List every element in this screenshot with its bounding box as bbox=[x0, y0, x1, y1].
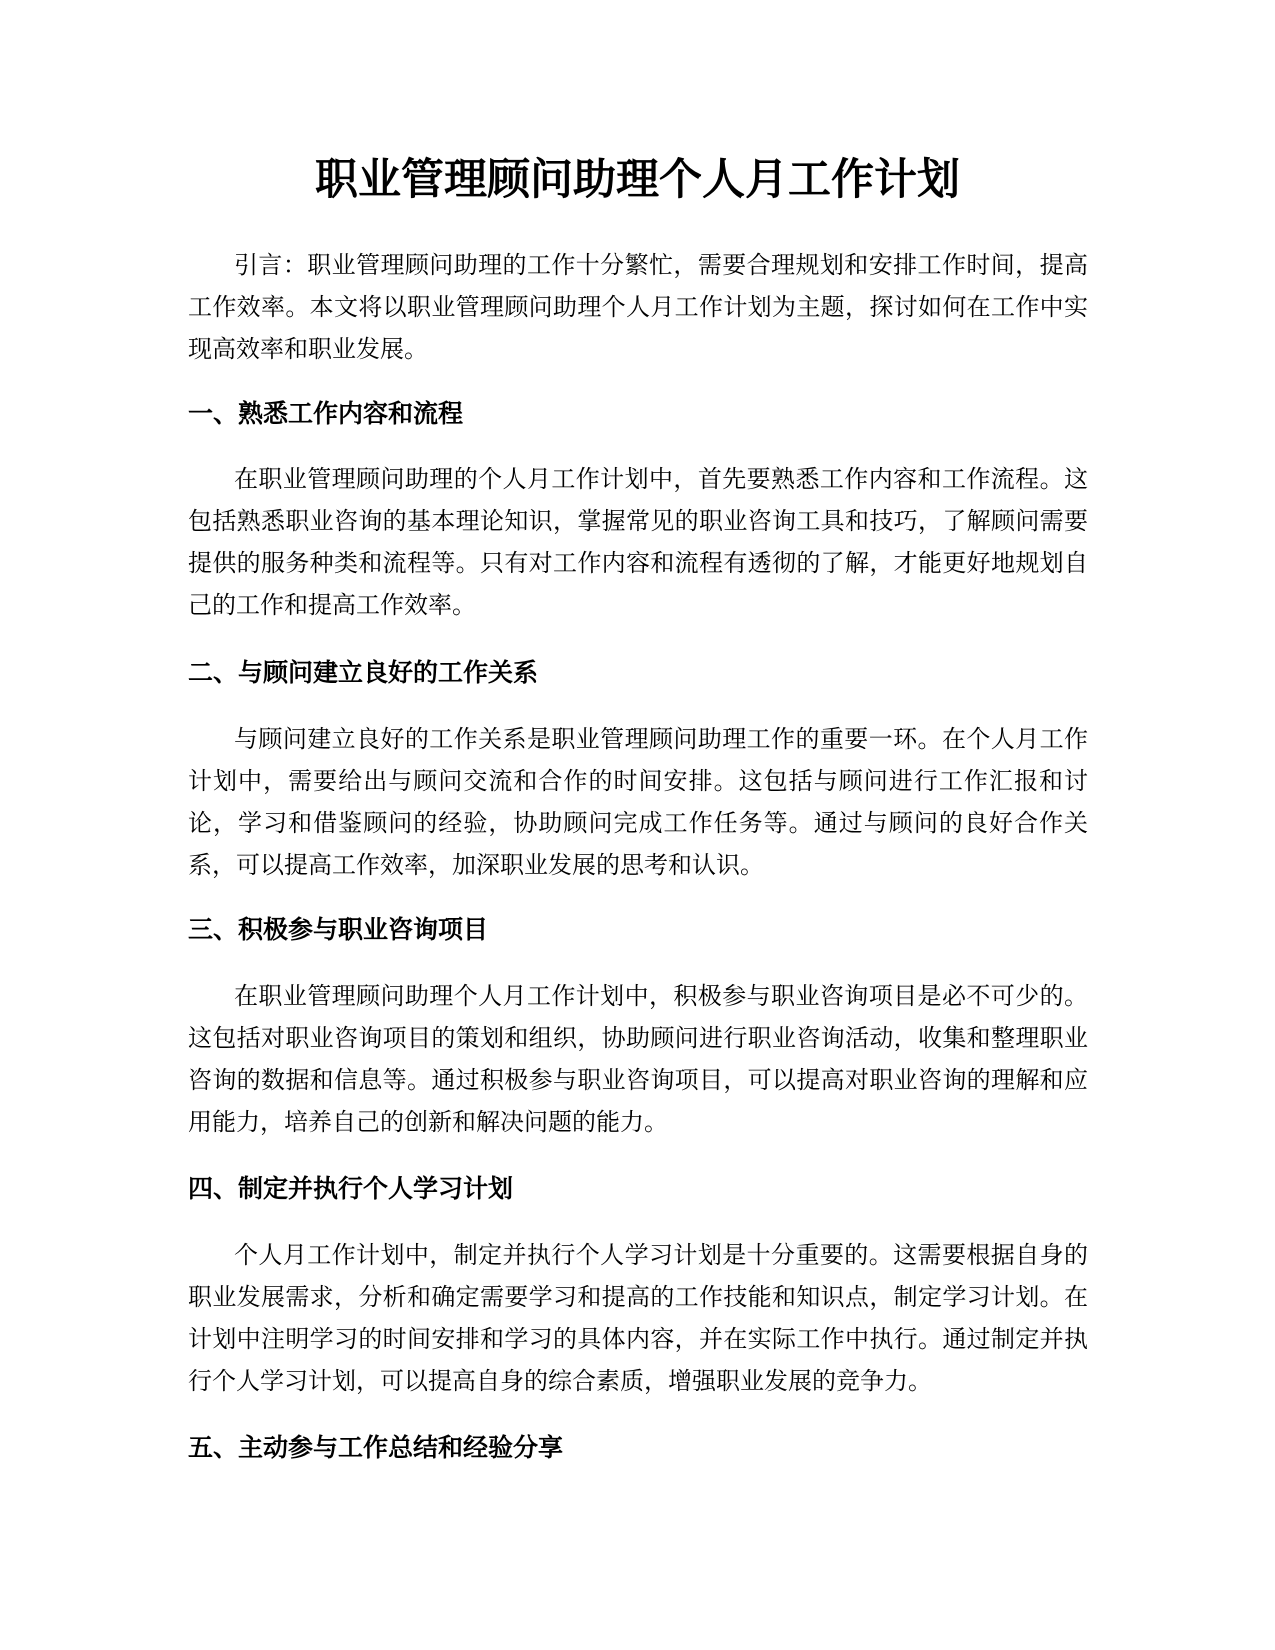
section-5-heading: 五、主动参与工作总结和经验分享 bbox=[188, 1433, 564, 1462]
section-4-heading: 四、制定并执行个人学习计划 bbox=[188, 1174, 514, 1203]
section-2-heading: 二、与顾问建立良好的工作关系 bbox=[188, 658, 539, 687]
section-3-heading: 三、积极参与职业咨询项目 bbox=[188, 915, 489, 944]
intro-paragraph: 引言：职业管理顾问助理的工作十分繁忙，需要合理规划和安排工作时间，提高工作效率。本文将以职业管理顾问助理个人月工作计划为主题，探讨如何在工作中实现高效率和职业发展。 bbox=[188, 251, 1088, 363]
document-title: 职业管理顾问助理个人月工作计划 bbox=[315, 155, 960, 205]
section-1-paragraph: 在职业管理顾问助理的个人月工作计划中，首先要熟悉工作内容和工作流程。这包括熟悉职业咨询的基本理论知识，掌握常见的职业咨询工具和技巧，了解顾问需要提供的服务种类和流程等。只有对工作内容和流程有透彻的了解，才能更好地规划自己的工作和提高工作效率。 bbox=[188, 465, 1088, 619]
section-3-paragraph: 在职业管理顾问助理个人月工作计划中，积极参与职业咨询项目是必不可少的。这包括对职业咨询项目的策划和组织，协助顾问进行职业咨询活动，收集和整理职业咨询的数据和信息等。通过积极参与职业咨询项目，可以提高对职业咨询的理解和应用能力，培养自己的创新和解决问题的能力。 bbox=[188, 982, 1088, 1136]
section-4-paragraph: 个人月工作计划中，制定并执行个人学习计划是十分重要的。这需要根据自身的职业发展需求，分析和确定需要学习和提高的工作技能和知识点，制定学习计划。在计划中注明学习的时间安排和学习的具体内容，并在实际工作中执行。通过制定并执行个人学习计划，可以提高自身的综合素质，增强职业发展的竞争力。 bbox=[188, 1241, 1088, 1395]
section-2-paragraph: 与顾问建立良好的工作关系是职业管理顾问助理工作的重要一环。在个人月工作计划中，需要给出与顾问交流和合作的时间安排。这包括与顾问进行工作汇报和讨论，学习和借鉴顾问的经验，协助顾问完成工作任务等。通过与顾问的良好合作关系，可以提高工作效率，加深职业发展的思考和认识。 bbox=[188, 725, 1088, 879]
section-1-heading: 一、熟悉工作内容和流程 bbox=[188, 399, 464, 428]
